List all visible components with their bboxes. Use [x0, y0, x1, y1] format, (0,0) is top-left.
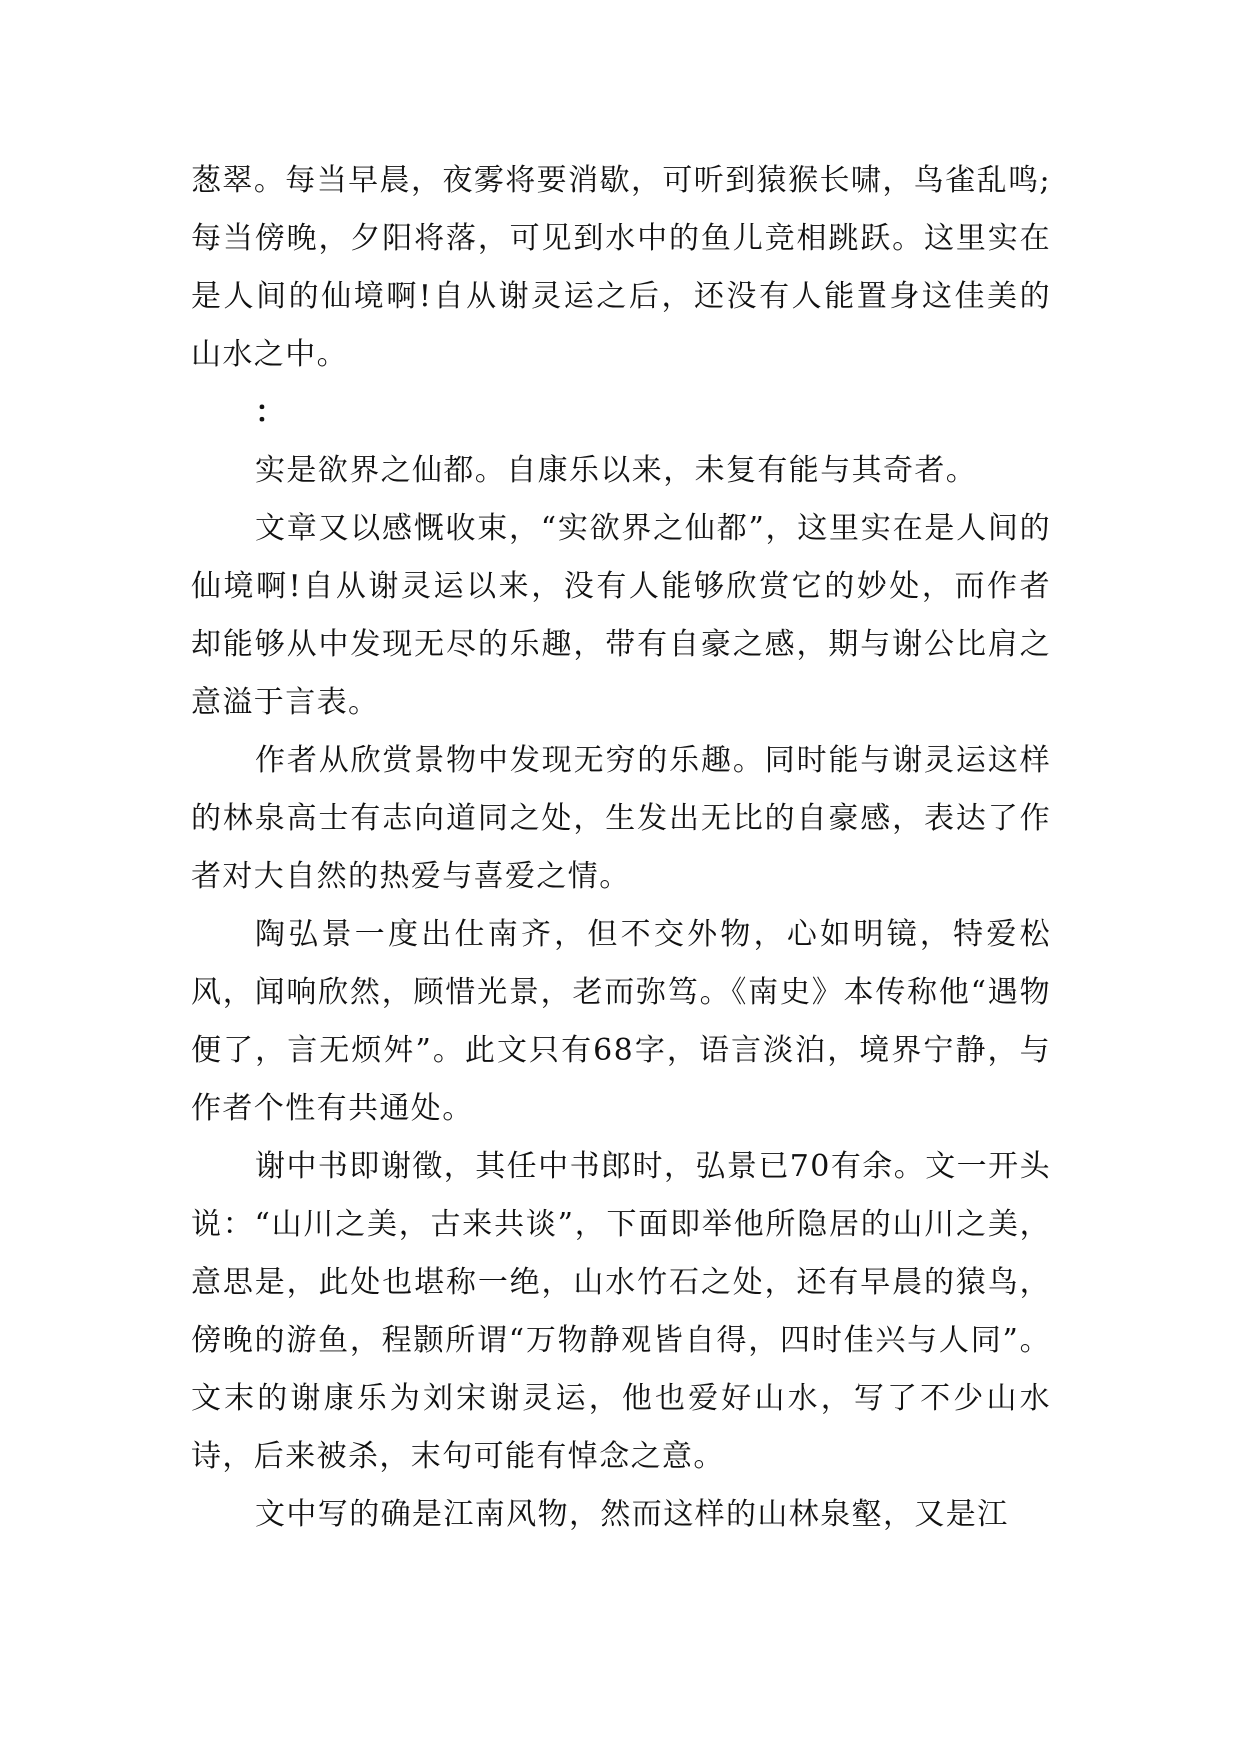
colon-marker: ：	[255, 395, 287, 430]
paragraph-analysis-ending: 文章又以感慨收束，“实欲界之仙都”，这里实在是人间的仙境啊!自从谢灵运以来，没有人能够欣赏它的妙处，而作者却能够从中发现无尽的乐趣，带有自豪之感，期与谢公比肩之意溢于言表。	[191, 511, 1051, 720]
paragraph-xie-zhongshu: 谢中书即谢徵，其任中书郎时，弘景已70有余。文一开头说：“山川之美，古来共谈”，下面即举他所隐居的山川之美，意思是，此处也堪称一绝，山水竹石之处，还有早晨的猿鸟，傍晚的游鱼，程颢所谓“万物静观皆自得，四时佳兴与人同”。文末的谢康乐为刘宋谢灵运，他也爱好山水，写了不少山水诗，后来被杀，末句可能有悼念之意。	[191, 1149, 1051, 1474]
paragraph-continuation: 葱翠。每当早晨，夜雾将要消歇，可听到猿猴长啸，鸟雀乱鸣;每当傍晚，夕阳将落，可见到水中的鱼儿竞相跳跃。这里实在是人间的仙境啊!自从谢灵运之后，还没有人能置身这佳美的山水之中。	[191, 163, 1051, 372]
paragraph-jiangnan: 文中写的确是江南风物，然而这样的山林泉壑，又是江	[255, 1497, 1009, 1532]
paragraph-tao-hongjing: 陶弘景一度出仕南齐，但不交外物，心如明镜，特爱松风，闻响欣然，顾惜光景，老而弥笃。《南史》本传称他“遇物便了，言无烦舛”。此文只有68字，语言淡泊，境界宁静，与作者个性有共通处。	[191, 917, 1051, 1126]
document-body	[191, 152, 1051, 1544]
paragraph-author-emotion: 作者从欣赏景物中发现无穷的乐趣。同时能与谢灵运这样的林泉高士有志向道同之处，生发出无比的自豪感，表达了作者对大自然的热爱与喜爱之情。	[191, 743, 1051, 894]
paragraph-quote: 实是欲界之仙都。自康乐以来，未复有能与其奇者。	[255, 453, 978, 488]
